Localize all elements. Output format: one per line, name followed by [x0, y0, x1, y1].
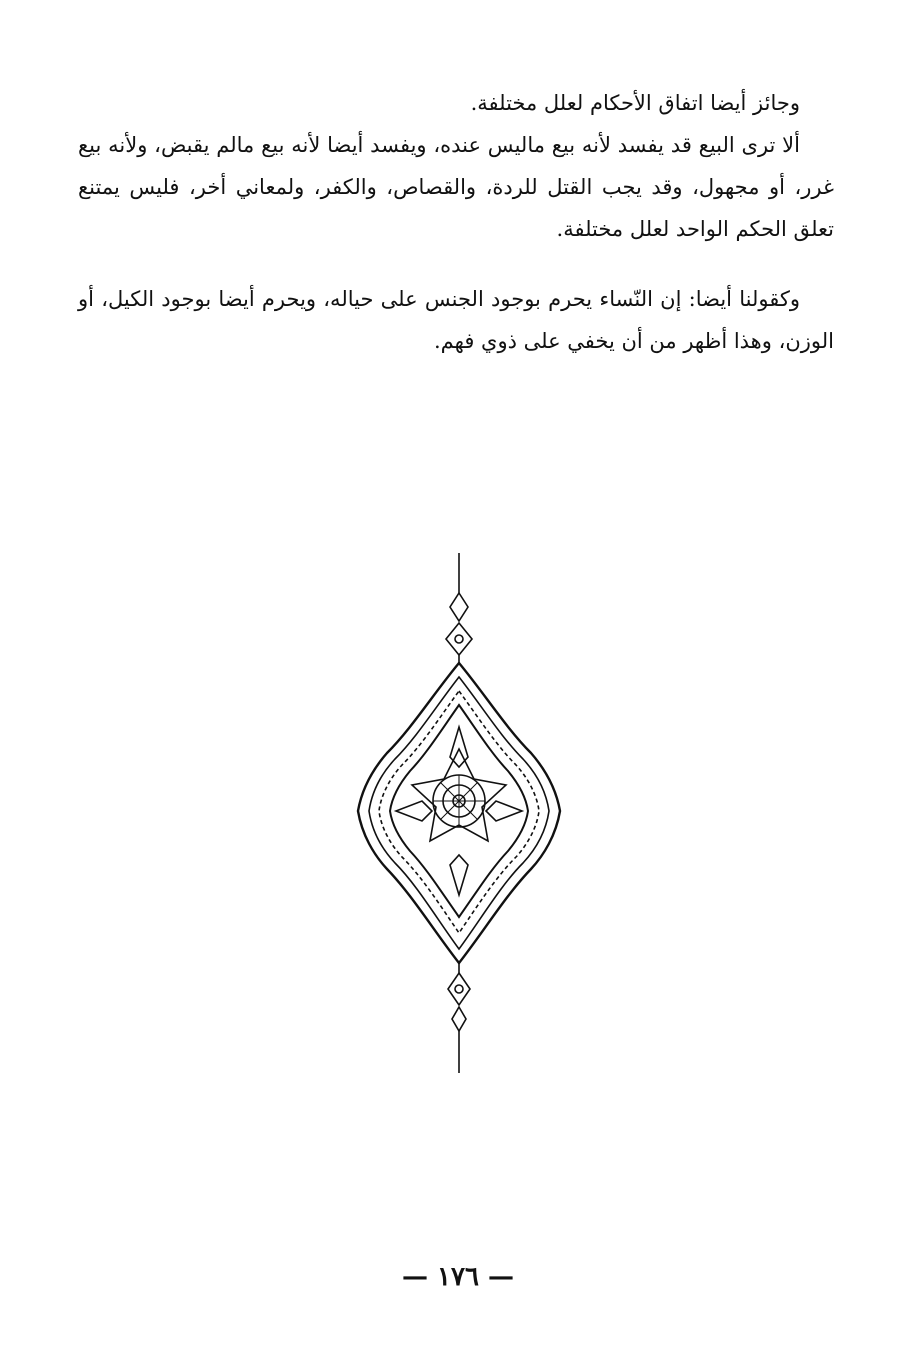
paragraph-text: وكقولنا أيضا: إن النّساء يحرم بوجود الجنس على حياله، ويحرم أيضا بوجود الكيل، أو الوزن، وهذا أظهر من أن يخفي على ذوي فهم.: [78, 287, 834, 353]
paragraph-text: وجائز أيضا اتفاق الأحكام لعلل مختلفة.: [470, 91, 800, 115]
paragraph-3: [78, 278, 834, 362]
arabesque-medallion-icon: [356, 553, 562, 1073]
page-number: — ١٧٦ —: [401, 1262, 515, 1292]
paragraph-1: [78, 82, 834, 124]
paragraph-2: [78, 124, 834, 250]
paragraph-text: ألا ترى البيع قد يفسد لأنه بيع ماليس عنده، ويفسد أيضا لأنه بيع مالم يقبض، ولأنه بيع غرر، أو مجهول، وقد يجب القتل للردة، والقصاص، والكفر، ولمعاني أخر، فليس يمتنع تعلق الحكم الواحد لعلل مختلفة.: [78, 133, 834, 241]
